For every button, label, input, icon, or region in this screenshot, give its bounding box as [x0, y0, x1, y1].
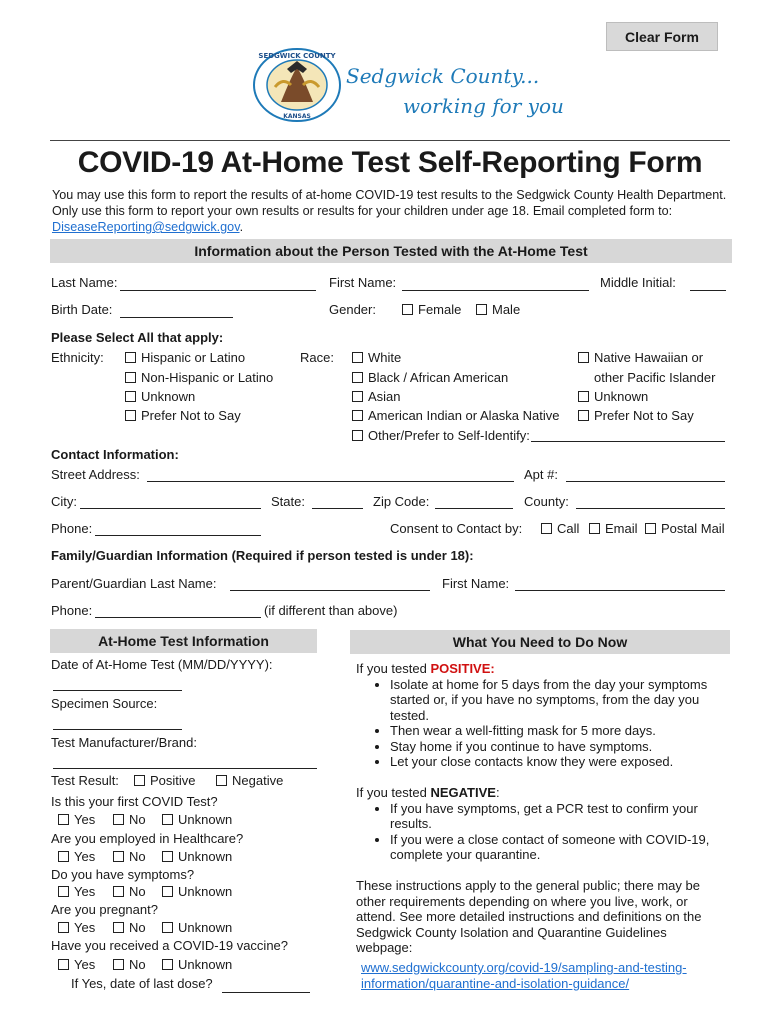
list-item: • Stay home if you continue to have symptoms. [390, 739, 726, 755]
header-divider [50, 140, 730, 141]
guidance-url-link[interactable]: www.sedgwickcounty.org/covid-19/sampling-and-testing-information/quarantine-and-isolation-guidance/ [361, 960, 687, 991]
middle-initial-label: Middle Initial: [600, 275, 676, 290]
consent-label: Consent to Contact by: [390, 521, 523, 536]
male-label: Male [492, 302, 521, 317]
option-label: Native Hawaiian or [594, 350, 704, 365]
answer-no[interactable] [113, 920, 146, 935]
checkbox-icon[interactable] [125, 352, 136, 363]
list-item: • Then wear a well-fitting mask for 5 more days. [390, 723, 726, 739]
race-option[interactable] [578, 389, 648, 404]
unknown-label: Unknown [178, 849, 233, 864]
todo-section-header: What You Need to Do Now [350, 630, 730, 654]
option-label: American Indian or Alaska Native [368, 408, 560, 423]
answer-yes[interactable] [58, 812, 95, 827]
positive-instructions [356, 661, 726, 770]
list-item: • If you were a close contact of someone with COVID-19, complete your quarantine. [390, 832, 726, 863]
birth-date-label: Birth Date: [51, 302, 113, 317]
unknown-label: Unknown [178, 920, 233, 935]
no-label: No [129, 884, 146, 899]
ethnicity-option[interactable] [125, 350, 245, 365]
answer-no[interactable] [113, 884, 146, 899]
option-label: Prefer Not to Say [141, 408, 241, 423]
no-label: No [129, 849, 146, 864]
answer-unknown[interactable] [162, 884, 232, 899]
answer-unknown[interactable] [162, 812, 232, 827]
city-label: City: [51, 494, 77, 509]
consent-call-option[interactable] [541, 521, 579, 536]
checkbox-icon[interactable] [162, 886, 173, 897]
race-option-self-identify[interactable] [352, 428, 530, 443]
race-option[interactable] [578, 350, 703, 365]
checkbox-icon[interactable] [162, 922, 173, 933]
checkbox-icon[interactable] [578, 391, 589, 402]
checkbox-icon[interactable] [578, 352, 589, 363]
guardian-first-name-label: First Name: [442, 576, 510, 591]
self-identify-field[interactable] [531, 441, 725, 442]
ethnicity-label: Ethnicity: [51, 350, 104, 365]
unknown-label: Unknown [178, 884, 233, 899]
option-label: White [368, 350, 402, 365]
apt-field[interactable] [566, 481, 725, 482]
list-item: • If you have symptoms, get a PCR test to confirm your results. [390, 801, 726, 832]
consent-mail-option[interactable] [645, 521, 725, 536]
gender-male-option[interactable] [476, 302, 520, 317]
positive-word: POSITIVE: [430, 661, 495, 676]
race-label: Race: [300, 350, 334, 365]
mail-label: Postal Mail [661, 521, 725, 536]
answer-yes[interactable] [58, 920, 95, 935]
option-label: Prefer Not to Say [594, 408, 694, 423]
county-field[interactable] [576, 508, 725, 509]
unknown-label: Unknown [178, 812, 233, 827]
test-date-field[interactable] [53, 690, 182, 691]
no-label: No [129, 920, 146, 935]
checkbox-icon[interactable] [58, 922, 69, 933]
answer-yes[interactable] [58, 884, 95, 899]
positive-lead: If you tested [356, 661, 431, 676]
gender-female-option[interactable] [402, 302, 461, 317]
page-title: COVID-19 At-Home Test Self-Reporting Form [77, 146, 703, 179]
phone-field[interactable] [95, 535, 261, 536]
yes-label: Yes [74, 812, 96, 827]
zip-label: Zip Code: [373, 494, 430, 509]
checkbox-icon[interactable] [125, 391, 136, 402]
state-label: State: [271, 494, 305, 509]
negative-instructions [356, 785, 726, 863]
checkbox-icon[interactable] [125, 410, 136, 421]
clear-form-button[interactable]: Clear Form [606, 22, 718, 51]
question-symptoms: Do you have symptoms? [51, 867, 195, 882]
negative-list [356, 801, 726, 863]
checkbox-icon[interactable] [216, 775, 227, 786]
race-option-continued: other Pacific Islander [594, 370, 716, 385]
first-name-label: First Name: [329, 275, 397, 290]
yes-label: Yes [74, 884, 96, 899]
logo-line-2: working for you [403, 94, 564, 118]
positive-label: Positive [150, 773, 196, 788]
test-section-header: At-Home Test Information [50, 629, 317, 653]
answer-unknown[interactable] [162, 920, 232, 935]
race-option[interactable] [352, 389, 401, 404]
manufacturer-field[interactable] [53, 768, 317, 769]
specimen-field[interactable] [53, 729, 182, 730]
checkbox-icon[interactable] [113, 922, 124, 933]
checkbox-icon[interactable] [645, 523, 656, 534]
city-field[interactable] [80, 508, 261, 509]
manufacturer-label: Test Manufacturer/Brand: [51, 735, 197, 750]
yes-label: Yes [74, 920, 96, 935]
call-label: Call [557, 521, 580, 536]
no-label: No [129, 812, 146, 827]
checkbox-icon[interactable] [589, 523, 600, 534]
question-first-test: Is this your first COVID Test? [51, 794, 218, 809]
checkbox-icon[interactable] [352, 352, 363, 363]
race-option[interactable] [578, 408, 694, 423]
checkbox-icon[interactable] [113, 959, 124, 970]
answer-yes[interactable] [58, 849, 95, 864]
checkbox-icon[interactable] [125, 372, 136, 383]
question-pregnant: Are you pregnant? [51, 902, 158, 917]
guardian-first-name-field[interactable] [515, 590, 725, 591]
yes-label: Yes [74, 849, 96, 864]
checkbox-icon[interactable] [162, 959, 173, 970]
negative-lead: If you tested [356, 785, 431, 800]
intro-paragraph [52, 187, 732, 235]
checkbox-icon[interactable] [541, 523, 552, 534]
select-all-heading: Please Select All that apply: [51, 330, 224, 345]
answer-no[interactable] [113, 849, 146, 864]
option-label: Unknown [141, 389, 196, 404]
consent-email-option[interactable] [589, 521, 638, 536]
svg-text:KANSAS: KANSAS [283, 113, 311, 120]
email-link[interactable]: DiseaseReporting@sedgwick.gov [52, 220, 240, 234]
contact-heading: Contact Information: [51, 447, 179, 462]
street-label: Street Address: [51, 467, 140, 482]
birth-date-field[interactable] [120, 317, 233, 318]
middle-initial-field[interactable] [690, 290, 726, 291]
general-guidance-text: These instructions apply to the general public; there may be other requirements depending on where you live, work, or attend. See more detailed instructions and definitions on the Sedgwick County Isolation and Quarantine Guidelines webpage: [356, 878, 702, 955]
race-option[interactable] [352, 408, 559, 423]
checkbox-icon[interactable] [476, 304, 487, 315]
result-positive-option[interactable] [134, 773, 196, 788]
apt-label: Apt #: [524, 467, 558, 482]
result-negative-option[interactable] [216, 773, 283, 788]
unknown-label: Unknown [178, 957, 233, 972]
checkbox-icon[interactable] [113, 886, 124, 897]
negative-label: Negative [232, 773, 284, 788]
guardian-heading: Family/Guardian Information (Required if person tested is under 18): [51, 548, 474, 563]
race-option[interactable] [352, 350, 401, 365]
list-item: • Let your close contacts know they were exposed. [390, 754, 726, 770]
vaccine-date-field[interactable] [222, 992, 310, 993]
answer-yes[interactable] [58, 957, 95, 972]
answer-unknown[interactable] [162, 849, 232, 864]
option-label: Asian [368, 389, 401, 404]
negative-colon: : [495, 785, 500, 800]
race-option[interactable] [352, 370, 508, 385]
gender-label: Gender: [329, 302, 376, 317]
county-label: County: [524, 494, 569, 509]
list-item: • Isolate at home for 5 days from the day your symptoms started or, if you have no symptoms, from the day you tested. [390, 677, 726, 724]
option-label: Unknown [594, 389, 649, 404]
street-field[interactable] [147, 481, 514, 482]
positive-list [356, 677, 726, 770]
vaccine-date-label: If Yes, date of last dose? [71, 976, 213, 991]
ethnicity-option[interactable] [125, 370, 273, 385]
option-label: Hispanic or Latino [141, 350, 246, 365]
checkbox-icon[interactable] [58, 959, 69, 970]
test-result-label: Test Result: [51, 773, 119, 788]
svg-text:SEDGWICK COUNTY: SEDGWICK COUNTY [258, 52, 336, 60]
intro-end: . [239, 220, 244, 234]
checkbox-icon[interactable] [352, 410, 363, 421]
yes-label: Yes [74, 957, 96, 972]
question-vaccine: Have you received a COVID-19 vaccine? [51, 938, 289, 953]
answer-no[interactable] [113, 812, 146, 827]
checkbox-icon[interactable] [352, 391, 363, 402]
guardian-last-name-field[interactable] [230, 590, 430, 591]
last-name-field[interactable] [120, 290, 316, 291]
answer-unknown[interactable] [162, 957, 232, 972]
checkbox-icon[interactable] [162, 814, 173, 825]
checkbox-icon[interactable] [113, 851, 124, 862]
phone-label: Phone: [51, 521, 93, 536]
question-healthcare: Are you employed in Healthcare? [51, 831, 244, 846]
option-label: Black / African American [368, 370, 509, 385]
checkbox-icon[interactable] [58, 851, 69, 862]
guardian-last-name-label: Parent/Guardian Last Name: [51, 576, 217, 591]
last-name-label: Last Name: [51, 275, 118, 290]
checkbox-icon[interactable] [113, 814, 124, 825]
checkbox-icon[interactable] [134, 775, 145, 786]
specimen-label: Specimen Source: [51, 696, 158, 711]
female-label: Female [418, 302, 462, 317]
checkbox-icon[interactable] [578, 410, 589, 421]
guardian-phone-label: Phone: [51, 603, 93, 618]
zip-field[interactable] [435, 508, 513, 509]
email-label: Email [605, 521, 638, 536]
logo-line-1: Sedgwick County... [346, 64, 540, 88]
checkbox-icon[interactable] [352, 372, 363, 383]
first-name-field[interactable] [402, 290, 589, 291]
guardian-phone-note: (if different than above) [264, 603, 398, 618]
answer-no[interactable] [113, 957, 146, 972]
no-label: No [129, 957, 146, 972]
negative-word: NEGATIVE [430, 785, 496, 800]
checkbox-icon[interactable] [402, 304, 413, 315]
checkbox-icon[interactable] [162, 851, 173, 862]
option-label: Non-Hispanic or Latino [141, 370, 274, 385]
county-seal-logo [251, 47, 343, 123]
intro-text: You may use this form to report the results of at-home COVID-19 test results to the Sedgwick County Health Department. Only use this form to report your own results or results for your children under age 18. Email completed form to: [52, 188, 727, 218]
person-section-header: Information about the Person Tested with the At-Home Test [50, 239, 732, 263]
guardian-phone-field[interactable] [95, 617, 261, 618]
ethnicity-option[interactable] [125, 389, 195, 404]
state-field[interactable] [312, 508, 363, 509]
checkbox-icon[interactable] [58, 814, 69, 825]
checkbox-icon[interactable] [352, 430, 363, 441]
ethnicity-option[interactable] [125, 408, 241, 423]
option-label: Other/Prefer to Self-Identify: [368, 428, 530, 443]
checkbox-icon[interactable] [58, 886, 69, 897]
test-date-label: Date of At-Home Test (MM/DD/YYYY): [51, 657, 273, 672]
